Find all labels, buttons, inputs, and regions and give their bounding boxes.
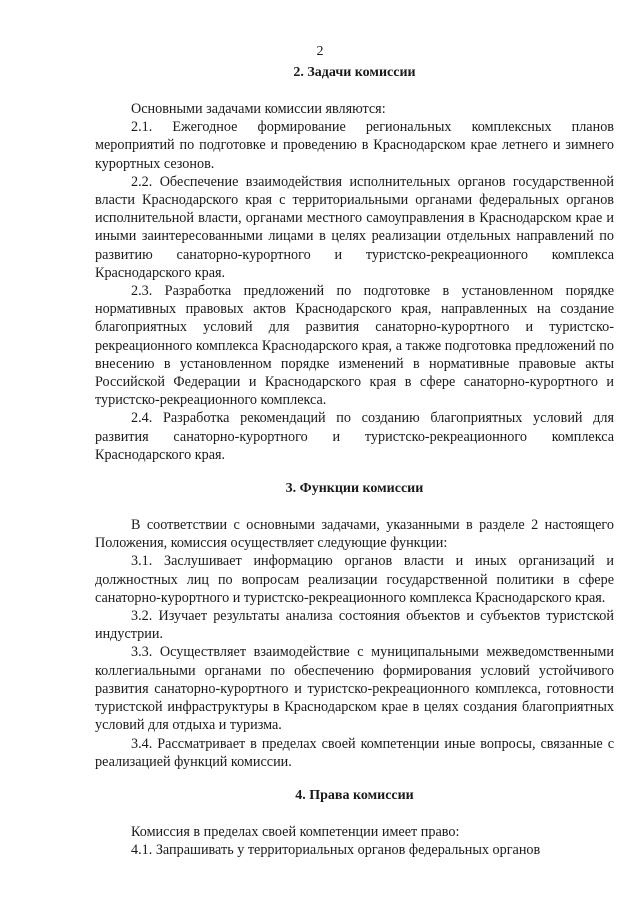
- section-heading-functions: 3. Функции комиссии: [285, 481, 424, 497]
- paragraph-3-4: 3.4. Рассматривает в пределах своей компетенции иные вопросы, связанные с реализацией функций комиссии.: [95, 735, 614, 770]
- paragraph-3-2: 3.2. Изучает результаты анализа состояния объектов и субъектов туристской индустрии.: [95, 608, 614, 643]
- page-number: 2: [316, 44, 324, 59]
- paragraph-tasks-intro: Основными задачами комиссии являются:: [131, 101, 386, 117]
- paragraph-2-3: 2.3. Разработка предложений по подготовке в установленном порядке нормативных правовых актов Краснодарского края, направленных на создание благоприятных условий для развития санаторно-курортного и туристско-рекреационного комплекса Краснодарского края, а также подготовка предложений по внесению в установленном порядке изменений в нормативные правовые акты Российской Федерации и Краснодарского края в сфере санаторно-курортного и туристско-рекреационного комплекса.: [95, 283, 614, 409]
- paragraph-3-1: 3.1. Заслушивает информацию органов власти и иных организаций и должностных лиц по вопросам реализации государственной политики в сфере санаторно-курортного и туристско-рекреационного комплекса Краснодарского края.: [95, 553, 614, 606]
- section-heading-tasks: 2. Задачи комиссии: [293, 65, 416, 80]
- paragraph-2-2: 2.2. Обеспечение взаимодействия исполнительных органов государственной власти Краснодарского края с территориальными органами федеральных органов исполнительной власти, органами местного самоуправления в Краснодарском крае и иными заинтересованными лицами в целях реализации отдельных направлений по развитию санаторно-курортного и туристско-рекреационного комплекса Краснодарского края.: [95, 173, 614, 281]
- paragraph-2-1: 2.1. Ежегодное формирование региональных комплексных планов мероприятий по подготовке и проведению в Краснодарском крае летнего и зимнего курортных сезонов.: [95, 119, 614, 172]
- paragraph-2-4: 2.4. Разработка рекомендаций по созданию благоприятных условий для развития санаторно-курортного и туристско-рекреационного комплекса Краснодарского края.: [95, 410, 614, 463]
- paragraph-functions-intro: В соответствии с основными задачами, указанными в разделе 2 настоящего Положения, комиссия осуществляет следующие функции:: [95, 517, 614, 552]
- section-heading-rights: 4. Права комиссии: [295, 787, 414, 803]
- document-body: [95, 64, 614, 859]
- paragraph-rights-intro: Комиссия в пределах своей компетенции имеет право:: [131, 823, 460, 840]
- paragraph-3-3: 3.3. Осуществляет взаимодействие с муниципальными межведомственными коллегиальными органами по обеспечению формирования условий устойчивого развития санаторно-курортного и туристско-рекреационного комплекса, готовности туристской инфраструктуры в Краснодарском крае в целях создания благоприятных условий для отдыха и туризма.: [95, 644, 614, 734]
- paragraph-4-1: 4.1. Запрашивать у территориальных органов федеральных органов: [131, 842, 541, 859]
